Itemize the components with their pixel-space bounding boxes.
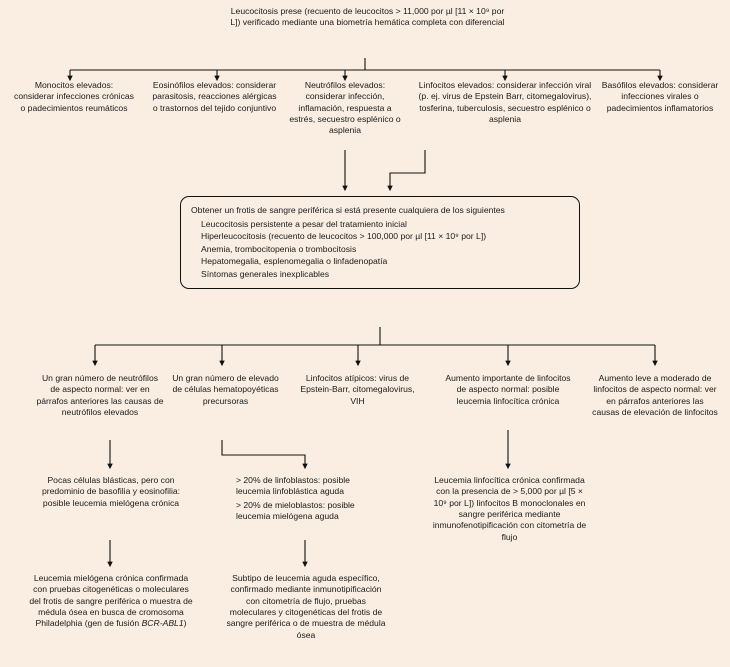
lmc-text-pre: Leucemia mielógena crónica confirmada con pruebas citogenéticas o moleculares del frotis de sangre periférica o muestra de médula ósea en busca de cromosoma Philadelphia (gen de fusión (29, 573, 193, 629)
frotis-item-3: Anemia, trombocitopenia o trombocitosis (201, 243, 357, 254)
node-mieloblastos-line-2: > 20% de mieloblastos: posible leucemia mielógena aguda (236, 499, 355, 522)
frotis-item-4: Hepatomegalia, esplenomegalia o linfadenopatía (201, 256, 388, 267)
node-linfoblastos-line-1: > 20% de linfoblastos: posible leucemia linfoblástica aguda (236, 475, 350, 497)
frotis-item-1: Leucocitosis persistente a pesar del tratamiento inicial (201, 218, 407, 229)
node-aumento-importante-linfocitos: Aumento importante de linfocitos de aspecto normal: posible leucemia linfocítica crónica (445, 373, 571, 406)
frotis-item-2: Hiperleucocitosis (recuento de leucocitos > 100,000 por µl [11 × 10⁹ por L]) (201, 231, 487, 242)
node-neutrofilos-elevados: Neutrófilos elevados: considerar infección, inflamación, respuesta a estrés, secuestro esplénico o asplenia (289, 80, 401, 136)
node-linfocitos-atipicos: Linfocitos atípicos: virus de Epstein-Barr, citomegalovirus, VIH (300, 373, 415, 406)
node-linfoblastos-mieloblastos (236, 475, 376, 522)
node-linfocitos-elevados: Linfocitos elevados: considerar infección viral (p. ej. virus de Epstein Barr, citomegalovirus), tosferina, tuberculosis, secuestro esplénico o asplenia (418, 80, 592, 125)
node-monocitos-elevados: Monocitos elevados: considerar infecciones crónicas o padecimientos reumáticos (14, 80, 134, 113)
node-aumento-leve-linfocitos: Aumento leve a moderado de linfocitos de aspecto normal: ver en párrafos anteriores las causas de elevación de linfocitos (592, 373, 718, 418)
node-neutrofilos-gran-numero: Un gran número de neutrófilos de aspecto normal: ver en párrafos anteriores las causas de neutrófilos elevados (36, 373, 164, 418)
lmc-text-post: ) (183, 618, 187, 629)
node-lmc-confirmada (28, 573, 194, 630)
node-llc-confirmada: Leucemia linfocítica crónica confirmada con la presencia de > 5,000 por µl [5 × 10⁹ por L]) linfocitos B monoclonales en sangre periférica mediante inmunofenotipificación con citometría de flujo (432, 475, 587, 542)
node-root: Leucocitosis prese (recuento de leucocitos > 11,000 por µl [11 × 10⁹ por L]) verificado mediante una biometría hemática completa con diferencial (230, 6, 505, 28)
node-celulas-precursoras: Un gran número de elevado de células hematopoyéticas precursoras (172, 373, 279, 406)
lmc-gene-name: BCR-ABL1 (141, 618, 184, 629)
node-basofilos-elevados: Basófilos elevados: considerar infecciones virales o padecimientos inflamatorios (601, 80, 719, 113)
node-frotis-box (180, 196, 580, 289)
frotis-item-5: Síntomas generales inexplicables (201, 268, 330, 279)
frotis-lead: Obtener un frotis de sangre periférica si está presente cualquiera de los siguientes (191, 205, 505, 215)
node-eosinofilos-elevados: Eosinófilos elevados: considerar parasitosis, reacciones alérgicas o trastornos del tejido conjuntivo (152, 80, 277, 113)
node-subtipo-leucemia-aguda: Subtipo de leucemia aguda específico, confirmado mediante inmunotipificación con citometría de flujo, pruebas moleculares y citogenéticas del frotis de sangre periférica o de muestra de médula ósea (226, 573, 386, 640)
node-celulas-blasticas: Pocas células blásticas, pero con predominio de basofilia y eosinofilia: posible leucemia mielógena crónica (41, 475, 181, 508)
